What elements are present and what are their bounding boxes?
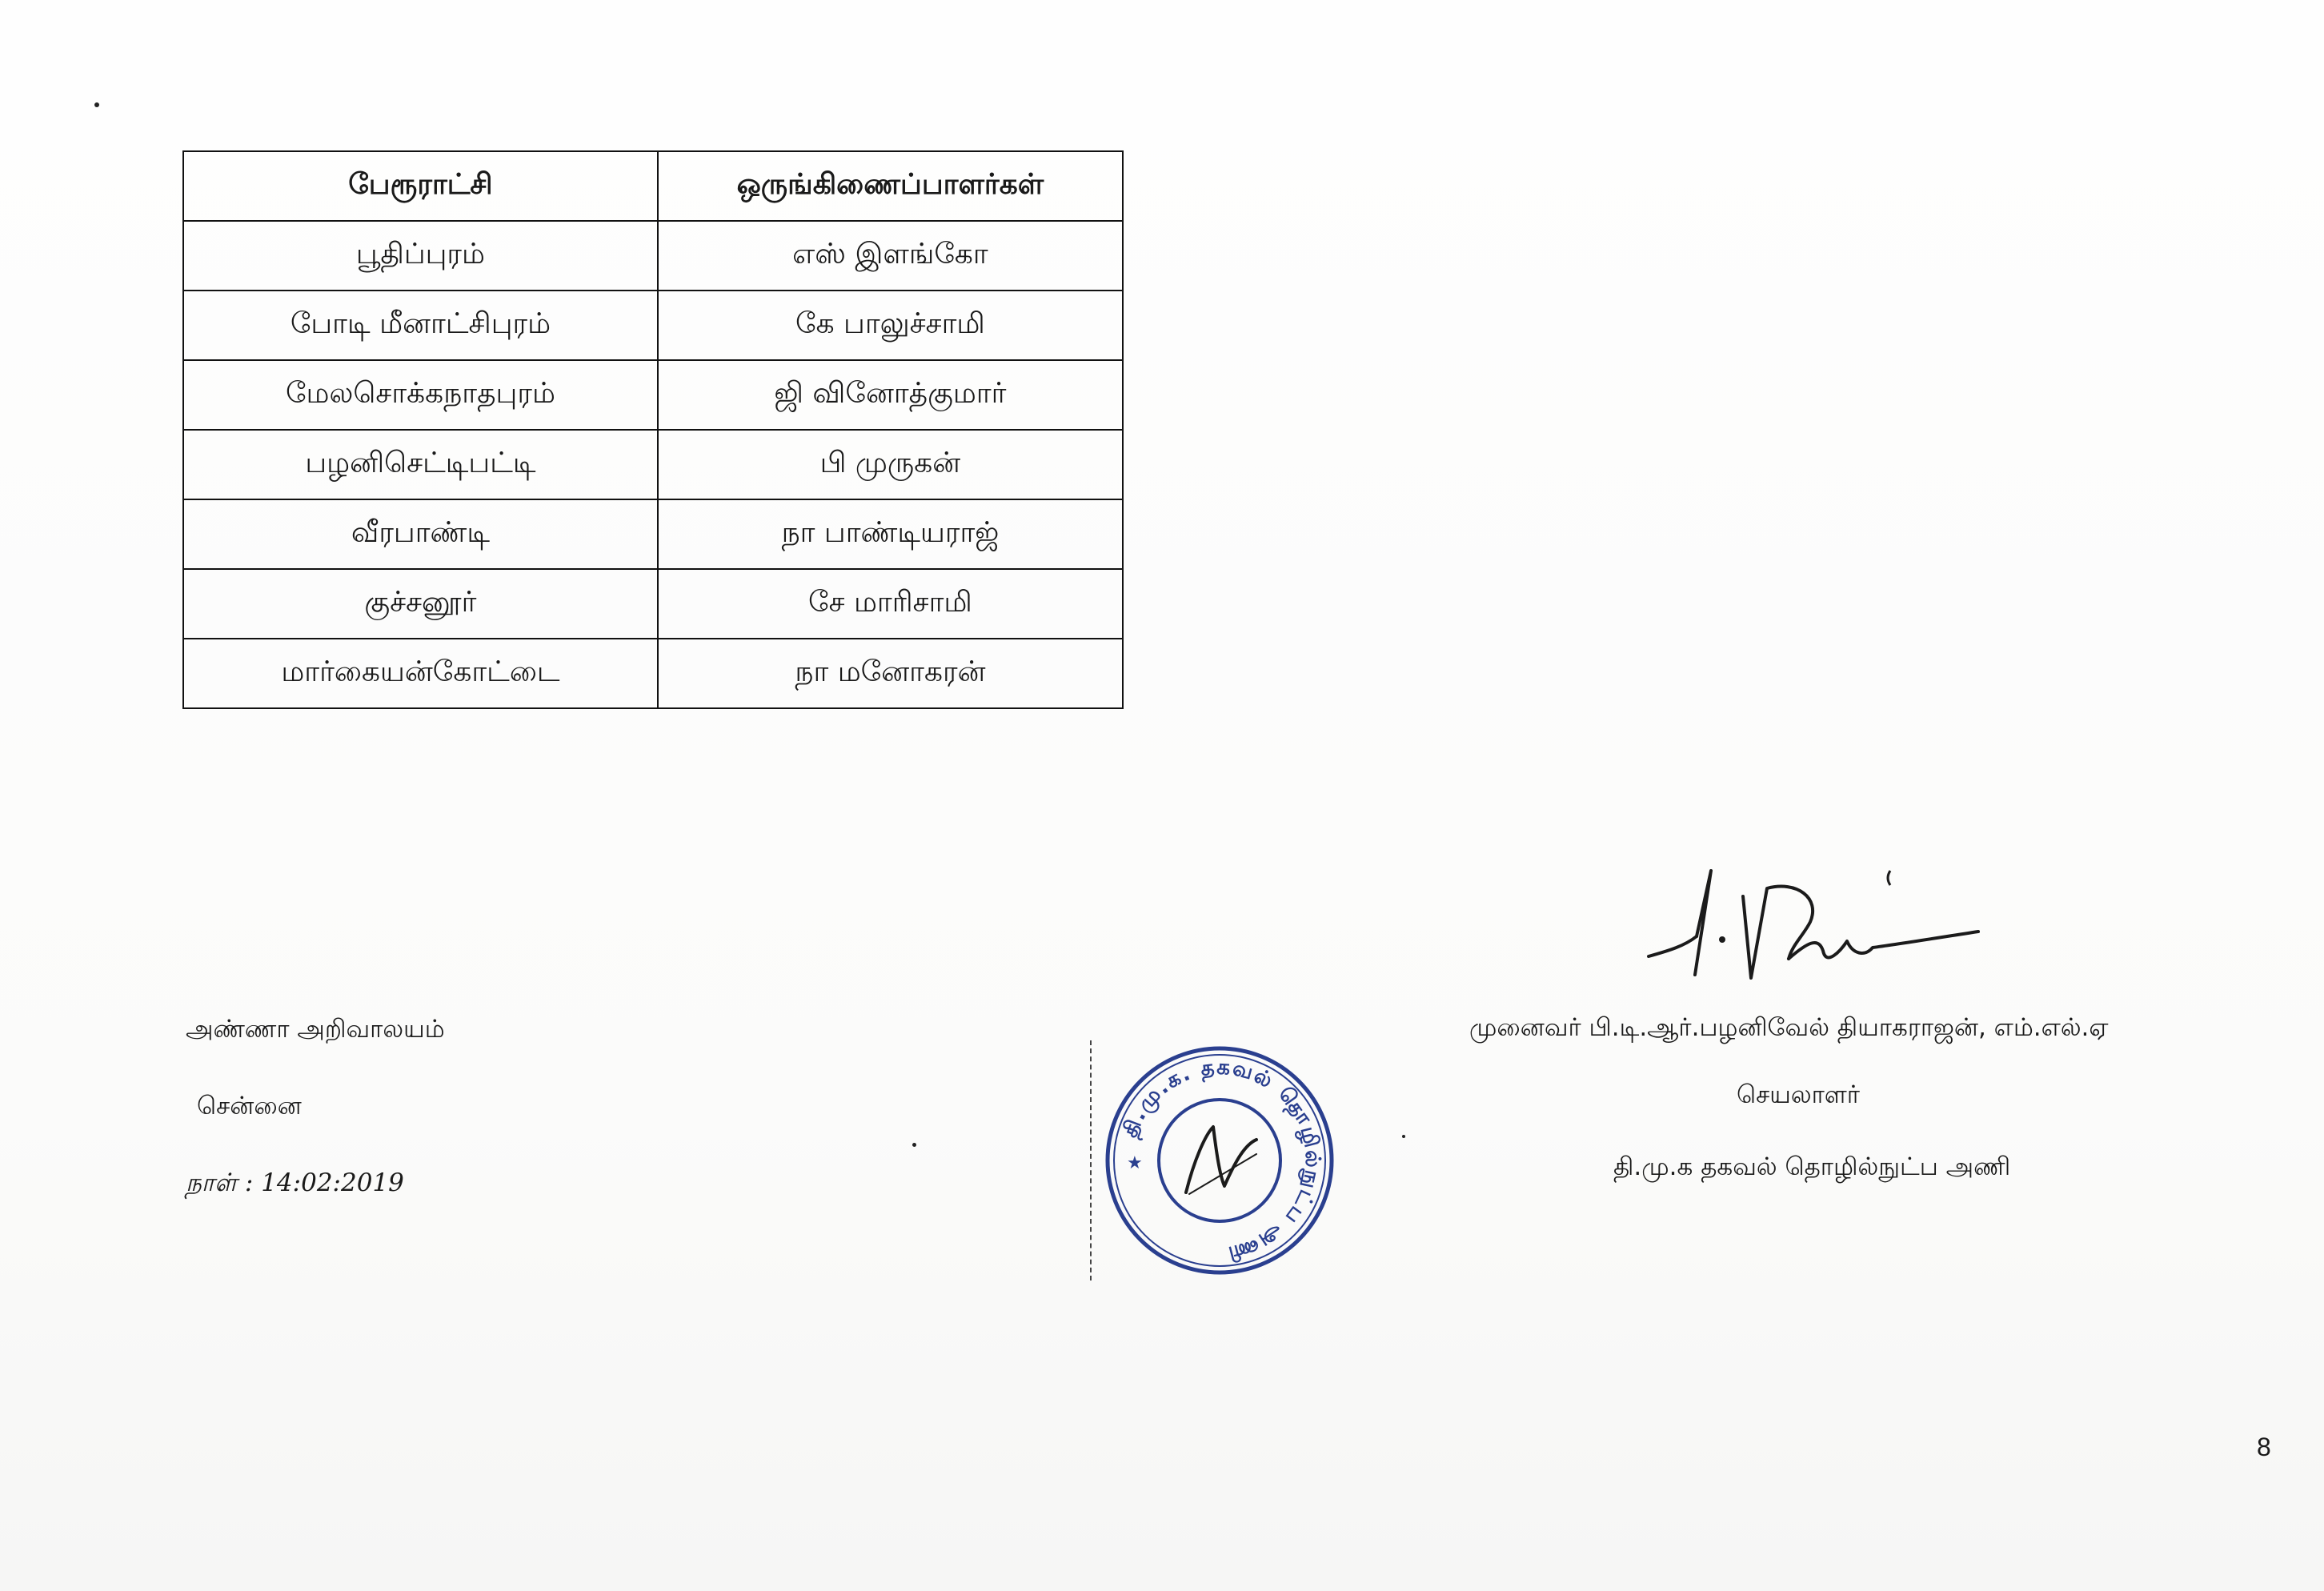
- perforation-line: [1090, 1040, 1093, 1280]
- town-cell: வீரபாண்டி: [183, 499, 658, 569]
- coordinator-cell: நா பாண்டியராஜ்: [658, 499, 1123, 569]
- table-header-row: [183, 151, 1123, 221]
- office-name: அண்ணா அறிவாலயம்: [186, 1015, 445, 1044]
- coordinator-cell: கே பாலுச்சாமி: [658, 291, 1123, 360]
- town-cell: பழனிசெட்டிபட்டி: [183, 430, 658, 499]
- table-row: [183, 360, 1123, 430]
- coordinator-cell: நா மனோகரன்: [658, 639, 1123, 708]
- table-row: [183, 291, 1123, 360]
- svg-text:தி.மு.க. தகவல் தொழில்நுட்ப அணி: [1118, 1056, 1324, 1266]
- table-row: [183, 430, 1123, 499]
- table-row: [183, 221, 1123, 291]
- scan-speck: [1402, 1135, 1405, 1138]
- page-number: 8: [2257, 1433, 2271, 1461]
- town-cell: குச்சனூர்: [183, 569, 658, 639]
- coordinators-table: [182, 150, 1124, 709]
- city-name: சென்னை: [197, 1092, 302, 1120]
- scan-speck: [94, 102, 99, 107]
- town-cell: பூதிப்புரம்: [183, 221, 658, 291]
- town-cell: மார்கையன்கோட்டை: [183, 639, 658, 708]
- table-row: [183, 499, 1123, 569]
- town-cell: மேலசொக்கநாதபுரம்: [183, 360, 658, 430]
- scan-speck: [912, 1143, 916, 1147]
- party-seal-stamp: [1100, 1040, 1340, 1280]
- issue-date: நாள் : 14:02:2019: [186, 1168, 404, 1197]
- signatory-role: செயலாளர்: [1737, 1080, 1860, 1109]
- town-cell: போடி மீனாட்சிபுரம்: [183, 291, 658, 360]
- table-row: [183, 639, 1123, 708]
- coordinator-cell: எஸ் இளங்கோ: [658, 221, 1123, 291]
- coordinator-cell: பி முருகன்: [658, 430, 1123, 499]
- seal-text: தி.மு.க. தகவல் தொழில்நுட்ப அணி: [1118, 1055, 1325, 1266]
- header-town: பேரூராட்சி: [183, 151, 658, 221]
- table-row: [183, 569, 1123, 639]
- signatory-name: முனைவர் பி.டி.ஆர்.பழனிவேல் தியாகராஜன், எம்.எல்.ஏ: [1469, 1013, 2109, 1042]
- header-coordinator: ஒருங்கிணைப்பாளர்கள்: [658, 151, 1123, 221]
- handwritten-signature: [1633, 856, 2001, 1000]
- coordinator-cell: ஜி வினோத்குமார்: [658, 360, 1123, 430]
- coordinator-cell: சே மாரிசாமி: [658, 569, 1123, 639]
- signatory-wing: தி.மு.க தகவல் தொழில்நுட்ப அணி: [1613, 1152, 2011, 1181]
- svg-text:★: ★: [1127, 1153, 1143, 1173]
